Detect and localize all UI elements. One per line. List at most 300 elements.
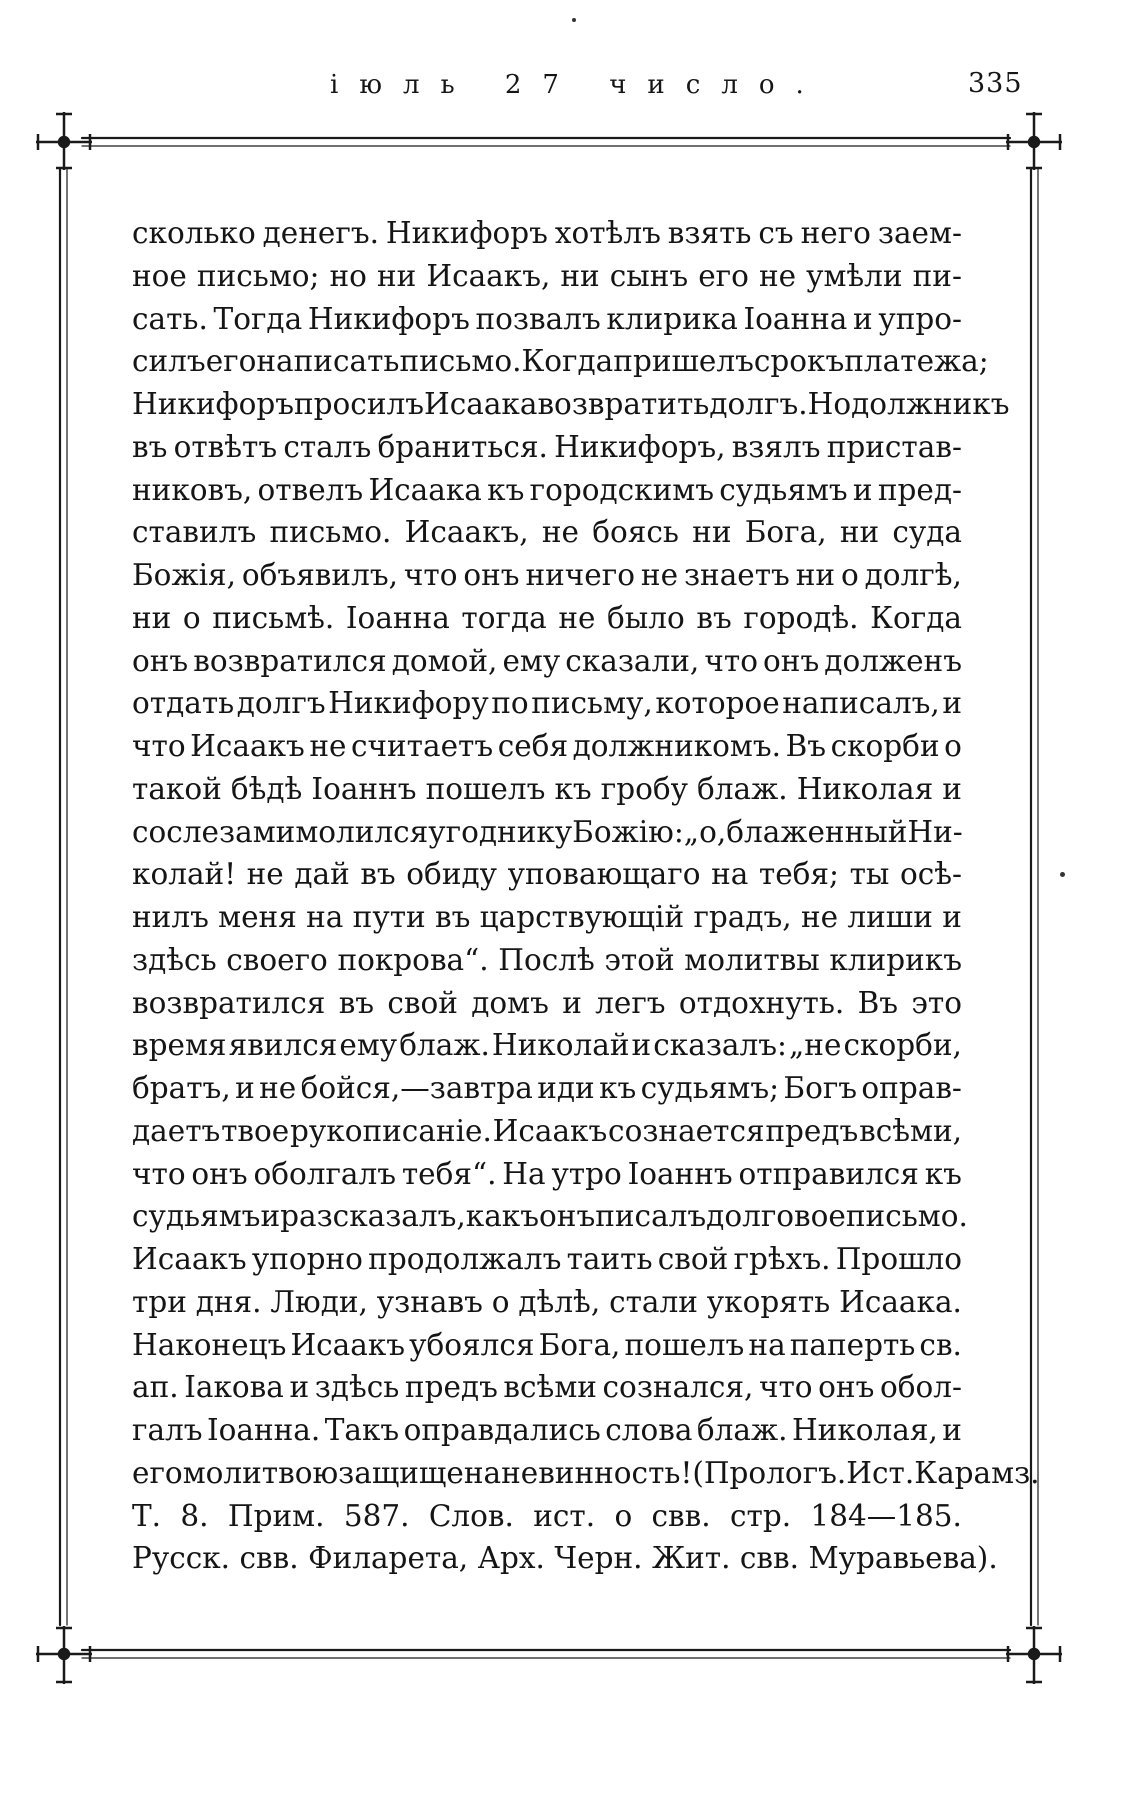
word: пошелъ (624, 1327, 745, 1362)
word: долговое (706, 1199, 846, 1234)
word: ни (692, 515, 732, 550)
word: блаженный (726, 814, 908, 849)
text-line (132, 768, 962, 811)
word: Прим. (227, 1498, 325, 1533)
word: что (758, 1370, 813, 1405)
word: галъ (132, 1413, 203, 1447)
word: Когда (870, 600, 962, 635)
word: хотѣлъ (554, 216, 661, 250)
word: Такъ (324, 1413, 400, 1447)
word: письмѣ. (212, 600, 335, 635)
word: Іакова (184, 1370, 284, 1405)
word: и (853, 301, 873, 336)
word: своего (226, 942, 328, 977)
word: Николая, (791, 1413, 938, 1447)
scan-speck (572, 18, 576, 22)
word: утро (551, 1156, 622, 1191)
word: Исаакъ (132, 1242, 247, 1276)
word: „о, (683, 814, 727, 849)
word: о (491, 1284, 510, 1319)
text-line (132, 1324, 962, 1367)
word: умѣли (806, 258, 903, 293)
word: Божія, (132, 558, 236, 592)
word: Божію: (572, 814, 684, 849)
word: пришелъ (613, 344, 754, 379)
word: и (942, 900, 962, 934)
word: клирика (606, 301, 738, 336)
word: не (640, 558, 679, 592)
word: ное (132, 258, 187, 293)
running-head-title: іюль 27 число. (330, 70, 825, 100)
text-line (132, 1238, 962, 1281)
word: ему (502, 643, 561, 678)
text-line (132, 298, 962, 341)
text-line (132, 1024, 962, 1067)
word: упро- (878, 301, 962, 336)
word: скорби, (843, 1028, 962, 1063)
word: въ (132, 429, 168, 464)
word: него (800, 216, 871, 250)
word: не (541, 515, 580, 550)
word: что (132, 729, 186, 763)
word: долгъ. (709, 387, 808, 421)
word: и (942, 771, 962, 806)
word: въ (434, 900, 471, 934)
word: платежа; (844, 344, 989, 379)
word: и (942, 686, 962, 721)
word: его (132, 1455, 183, 1490)
word: царствующій (479, 900, 685, 934)
word: о (182, 600, 201, 635)
word: судьямъ; (640, 1071, 780, 1105)
word: и (852, 472, 873, 507)
word: свв. (739, 1541, 800, 1576)
word: грѣхъ. (733, 1242, 831, 1276)
word: свой (657, 1242, 729, 1276)
word: св. (919, 1327, 962, 1362)
word: ни (132, 600, 172, 635)
word: клирикъ (829, 942, 962, 977)
word: дай (294, 857, 350, 892)
word: Бога, (538, 1327, 621, 1362)
text-line (132, 1452, 1040, 1495)
word: знаетъ (683, 558, 790, 592)
word: и (235, 1071, 255, 1105)
word: колай! (132, 857, 237, 892)
word: отправился (738, 1156, 919, 1191)
word: Арх. (477, 1541, 545, 1576)
word: сказалъ: (653, 1028, 787, 1063)
word: стр. (729, 1498, 792, 1533)
text-line (132, 1281, 962, 1324)
word: въ (338, 985, 375, 1020)
text-line (132, 212, 962, 255)
word: которое (655, 686, 780, 721)
text-line (132, 511, 962, 554)
word: паперть (789, 1327, 916, 1362)
word: ни (560, 258, 600, 293)
word: Никифору (328, 686, 489, 721)
word: покрова“. (337, 942, 489, 977)
word: явился (228, 1028, 338, 1063)
word: таить (566, 1242, 653, 1276)
text-line (132, 554, 962, 597)
word: долгѣ, (864, 558, 962, 592)
word: домой, (391, 643, 498, 678)
word: сознается (608, 1113, 765, 1148)
word: слова (605, 1413, 693, 1447)
word: позвалъ (475, 301, 601, 336)
word: сталъ (283, 429, 372, 464)
word: онъ (191, 1156, 248, 1191)
word: ни (376, 258, 417, 293)
word: лиши (847, 900, 933, 934)
text-line (132, 1537, 998, 1580)
word: силъ (132, 344, 206, 379)
text-line (132, 1153, 962, 1196)
word: Тогда (213, 301, 303, 336)
word: здѣсь (314, 1370, 400, 1405)
word: иди (537, 1071, 595, 1105)
text-line (132, 682, 962, 725)
word: здѣсь (132, 942, 217, 977)
word: ист. (533, 1498, 596, 1533)
word: разсказалъ, (280, 1199, 466, 1234)
word: судьямъ (132, 1199, 261, 1234)
word: отдохнуть. (678, 985, 845, 1020)
word: дня. (195, 1284, 262, 1319)
word: и (942, 1413, 962, 1447)
word: въ (696, 600, 732, 635)
word: и (289, 1370, 310, 1405)
word: обол- (879, 1370, 962, 1405)
word: на (748, 1327, 786, 1362)
word: по (491, 686, 529, 721)
word: Прошло (835, 1242, 962, 1276)
word: долженъ (824, 643, 962, 678)
word: Іоанна. (206, 1413, 321, 1447)
word: сколько (132, 216, 256, 250)
text-line (132, 426, 962, 469)
word: Никифоръ (132, 387, 294, 421)
word: онъ (463, 558, 520, 592)
word: ап. (132, 1370, 179, 1405)
text-line (132, 811, 962, 854)
word: Филарета, (308, 1541, 469, 1576)
word: взялъ (731, 429, 821, 464)
word: на (711, 857, 749, 892)
text-line (132, 896, 962, 939)
word: Въ (785, 729, 827, 763)
word: тогда (461, 600, 547, 635)
corner-ornament-bottom-left-icon (36, 1626, 92, 1684)
word: Ни- (907, 814, 963, 849)
text-line (132, 725, 962, 768)
word: не (800, 900, 839, 934)
word: На (502, 1156, 546, 1191)
word: къ (487, 472, 525, 507)
word: Но (807, 387, 852, 421)
word: заем- (877, 216, 962, 250)
word: блаж. (696, 1413, 788, 1447)
word: оправ- (861, 1071, 962, 1105)
word: ни (795, 558, 836, 592)
word: не (558, 600, 596, 635)
word: суда (892, 515, 962, 550)
word: Т. (132, 1498, 162, 1533)
text-line (132, 340, 989, 383)
word: братъ, (132, 1071, 231, 1105)
word: сказали, (565, 643, 700, 678)
word: что (403, 558, 458, 592)
text-line (132, 1366, 962, 1409)
word: „не (789, 1028, 842, 1063)
word: просилъ (294, 387, 424, 421)
word: его (205, 344, 257, 379)
word: всѣми, (859, 1113, 962, 1148)
word: сынъ (609, 258, 689, 293)
text-line (132, 469, 962, 512)
word: сать. (132, 301, 208, 336)
word: возвратить (537, 387, 710, 421)
word: въ (360, 857, 396, 892)
word: къ (924, 1156, 962, 1191)
word: обиду (406, 857, 498, 892)
word: не (259, 1071, 297, 1105)
word: письмо. (399, 344, 522, 379)
word: Карамз. (914, 1455, 1040, 1490)
text-line (132, 1495, 962, 1538)
corner-ornament-bottom-right-icon (1006, 1626, 1062, 1684)
word: этой (604, 942, 675, 977)
word: меня (218, 900, 297, 934)
word: пи- (912, 258, 962, 293)
word: никовъ, (132, 472, 253, 507)
word: продолжалъ (368, 1242, 562, 1276)
word: написалъ, (782, 686, 940, 721)
word: скорби (830, 729, 940, 763)
text-line (132, 255, 962, 298)
word: рукописаніе. (290, 1113, 492, 1148)
word: городскимъ (529, 472, 714, 507)
word: онъ (763, 643, 820, 678)
word: пошелъ (425, 771, 546, 806)
word: браниться. (377, 429, 548, 464)
word: его (698, 258, 749, 293)
text-line (132, 640, 962, 683)
word: защищена (338, 1455, 502, 1490)
word: взять (667, 216, 752, 250)
word: письмо; (196, 258, 320, 293)
word: Жит. (651, 1541, 731, 1576)
word: три (132, 1284, 187, 1319)
word: Іоанна (743, 301, 848, 336)
word: блаж. (697, 771, 788, 806)
word: упорно (251, 1242, 363, 1276)
word: Муравьева). (808, 1541, 998, 1576)
word: уповающаго (507, 857, 701, 892)
word: пристав- (826, 429, 962, 464)
word: отдать (132, 686, 235, 721)
word: и (631, 1028, 652, 1063)
word: такой (132, 771, 222, 806)
word: ставилъ (132, 515, 257, 550)
word: ничего (525, 558, 635, 592)
word: даетъ (132, 1113, 221, 1148)
word: какъ (465, 1199, 540, 1234)
word: 587. (343, 1498, 410, 1533)
word: должникъ (851, 387, 1010, 421)
word: 184—185. (810, 1498, 962, 1533)
word: свв. (651, 1498, 711, 1533)
word: писалъ (595, 1199, 707, 1234)
word: судьямъ (719, 472, 848, 507)
word: долгъ (236, 686, 326, 721)
word: о (944, 729, 962, 763)
text-line (132, 383, 1010, 426)
word: къ (599, 1071, 637, 1105)
word: Исаакъ (190, 729, 305, 763)
word: отвѣтъ (173, 429, 278, 464)
word: тебя; (758, 857, 839, 892)
word: бѣдѣ (230, 771, 303, 806)
word: пути (352, 900, 426, 934)
word: было (607, 600, 685, 635)
word: сознался, (602, 1370, 754, 1405)
word: что (132, 1156, 186, 1191)
text-line (132, 1409, 962, 1452)
word: ты (849, 857, 890, 892)
word: дѣлѣ, (518, 1284, 601, 1319)
word: что (704, 643, 758, 678)
word: ни (839, 515, 880, 550)
word: Бога, (744, 515, 827, 550)
word: Въ (857, 985, 899, 1020)
word: Исаакъ (290, 1327, 406, 1362)
word: объявилъ, (241, 558, 398, 592)
word: укорять (706, 1284, 831, 1319)
word: возвратился (132, 985, 326, 1020)
word: легъ (595, 985, 666, 1020)
word: Никифоръ (307, 301, 470, 336)
text-line (132, 597, 962, 640)
word: денегъ. (262, 216, 379, 250)
word: Іоаннъ (627, 1156, 733, 1191)
word: боясь (592, 515, 679, 550)
word: домъ (471, 985, 549, 1020)
word: возвратился (193, 643, 387, 678)
text-line (132, 1195, 968, 1238)
word: и (562, 985, 582, 1020)
word: Ист. (846, 1455, 915, 1490)
word: Никифоръ, (554, 429, 726, 464)
word: Русск. (132, 1541, 231, 1576)
word: свв. (239, 1541, 299, 1576)
word: Никифоръ (385, 216, 548, 250)
word: о (614, 1498, 633, 1533)
text-line (132, 982, 962, 1025)
word: узнавъ (376, 1284, 483, 1319)
word: на (306, 900, 344, 934)
word: молился (295, 814, 429, 849)
word: Николай (491, 1028, 630, 1063)
word: письмо. (845, 1199, 968, 1234)
word: не (246, 857, 284, 892)
word: Исаака (368, 472, 482, 507)
page-number: 335 (968, 68, 1023, 99)
word: со (132, 814, 167, 849)
word: ему (339, 1028, 398, 1063)
word: о (840, 558, 859, 592)
word: съ (758, 216, 794, 250)
word: считаетъ (351, 729, 494, 763)
word: письмо. (269, 515, 392, 550)
text-line (132, 1110, 962, 1153)
word: Богъ (783, 1071, 858, 1105)
word: Исаакъ, (404, 515, 529, 550)
word: оболгалъ (253, 1156, 397, 1191)
word: онъ (818, 1370, 875, 1405)
text-line (132, 1067, 962, 1110)
word: себя (497, 729, 569, 763)
word: градъ, (693, 900, 792, 934)
word: Слов. (428, 1498, 514, 1533)
word: молитвою (182, 1455, 339, 1490)
word: не (309, 729, 347, 763)
text-line (132, 853, 962, 896)
word: Исаакъ (492, 1113, 608, 1148)
word: предъ (765, 1113, 859, 1148)
word: убоялся (409, 1327, 535, 1362)
word: Исаака. (839, 1284, 962, 1319)
word: слезами (166, 814, 296, 849)
word: (Прологъ. (692, 1455, 847, 1490)
word: Исаака (424, 387, 538, 421)
word: должникомъ. (572, 729, 782, 763)
word: письму, (531, 686, 653, 721)
word: стали (609, 1284, 698, 1319)
word: время (132, 1028, 227, 1063)
word: онъ (539, 1199, 596, 1234)
word: Послѣ (498, 942, 595, 977)
word: тебя“. (401, 1156, 497, 1191)
word: Николая (796, 771, 934, 806)
word: гробу (600, 771, 688, 806)
word: срокъ (753, 344, 845, 379)
word: блаж. (399, 1028, 490, 1063)
scan-speck (1060, 872, 1065, 877)
word: написать (256, 344, 400, 379)
word: угоднику (428, 814, 573, 849)
word: молитвы (684, 942, 820, 977)
word: бойся,—завтра (300, 1071, 533, 1105)
corner-ornament-top-right-icon (1006, 112, 1062, 170)
word: Люди, (270, 1284, 368, 1319)
word: всѣми (503, 1370, 597, 1405)
word: городѣ. (743, 600, 859, 635)
word: Іоанна (345, 600, 450, 635)
corner-ornament-top-left-icon (36, 112, 92, 170)
word: Іоаннъ (311, 771, 417, 806)
word: это (911, 985, 962, 1020)
word: оправдались (403, 1413, 601, 1447)
word: отвелъ (257, 472, 364, 507)
word: нилъ (132, 900, 209, 934)
word: невинность! (501, 1455, 693, 1490)
word: Черн. (554, 1541, 643, 1576)
body-text (132, 212, 1040, 1580)
word: къ (554, 771, 592, 806)
